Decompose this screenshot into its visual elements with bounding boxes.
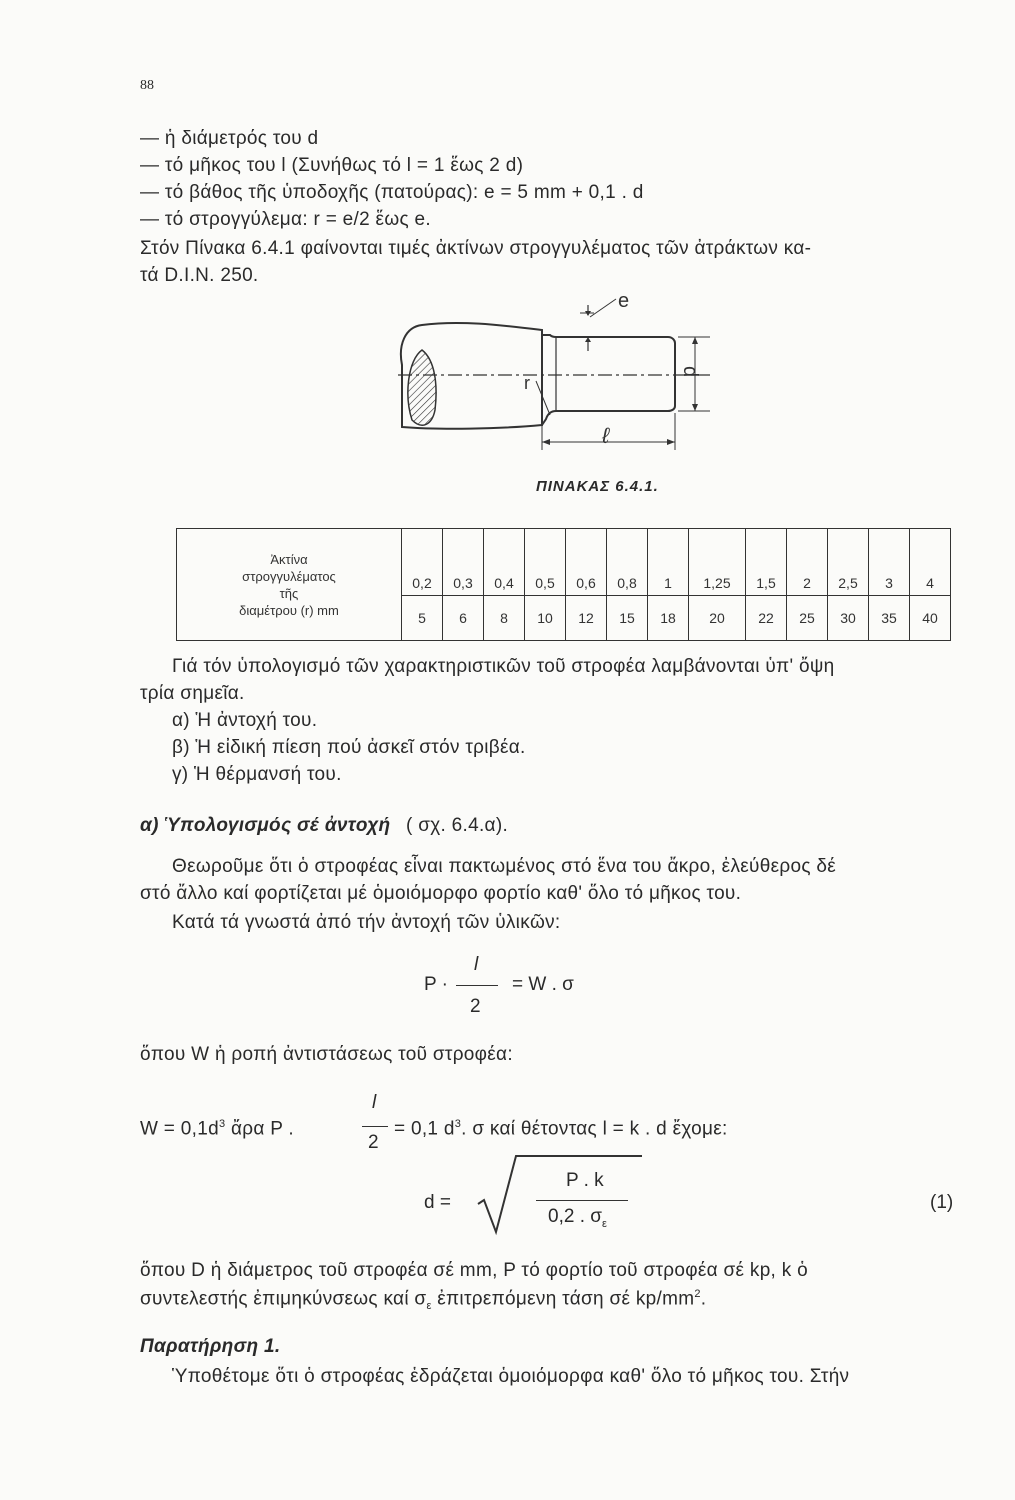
eq3-num: P . k [566,1170,604,1191]
intro-line-4: — τό στρογγύλεμα: r = e/2 ἕως e. [140,209,431,230]
label-d: d [679,366,701,378]
table-cell: 1,5 [746,529,787,596]
eq1-right: = W . σ [512,974,574,995]
eq3-den: 0,2 . $\sigma_\varepsilon$ [548,1206,607,1230]
eq1-den: 2 [470,996,481,1017]
table-cell: 20 [689,596,746,641]
eq1-fraction-bar [456,985,498,986]
para1-line1: Στόν Πίνακα 6.4.1 φαίνονται τιμές ἀκτίνων στρογγυλέματος τῶν ἀτράκτων κα- [140,238,812,259]
eq1-left: P · [424,974,448,995]
para5-line1: ὅπου D ἡ διάμετρος τοῦ στροφέα σέ mm, P τό φορτίο τοῦ στροφέα σέ kp, k ὁ [140,1260,808,1281]
shaft-diagram [380,285,720,460]
table-caption: ΠΙΝΑΚΑΣ 6.4.1. [536,478,659,495]
table-cell: 0,4 [484,529,525,596]
section-heading-row [140,815,508,837]
eq2-fraction-bar [362,1126,388,1127]
table-cell: 1 [648,529,689,596]
table-cell: 8 [484,596,525,641]
table-cell: 10 [525,596,566,641]
table-cell: 4 [910,529,951,596]
para2-line1: Γιά τόν ὑπολογισμό τῶν χαρακτηριστικῶν τοῦ στροφέα λαμβάνονται ὑπ' ὄψη [172,656,835,677]
intro-line-3: — τό βάθος τῆς ὑποδοχῆς (πατούρας): e = 5 mm + 0,1 . d [140,182,644,203]
table-cell: 0,3 [443,529,484,596]
note-text: Ὑποθέτομε ὅτι ὁ στροφέας ἑδράζεται ὁμοιόμορφα καθ' ὅλο τό μῆκος του. Στήν [172,1366,850,1387]
table-cell: 0,8 [607,529,648,596]
para2-line2: τρία σημεῖα. [140,683,245,704]
table-cell: 0,2 [402,529,443,596]
shaft-section-hatch [408,350,436,425]
journal-outline [542,335,675,425]
table-cell: 3 [869,529,910,596]
page-number: 88 [140,78,154,93]
table-cell: 1,25 [689,529,746,596]
table-row [177,529,951,596]
table-cell: 2,5 [828,529,869,596]
section-ref: ( σχ. 6.4.α). [406,815,509,836]
table-cell: 5 [402,596,443,641]
label-r: r [524,373,530,393]
table-cell: 22 [746,596,787,641]
table-cell: 12 [566,596,607,641]
label-l: ℓ [602,423,610,448]
section-heading: α) Ὑπολογισμός σέ ἀντοχή [140,815,391,836]
intro-line-1: — ἡ διάμετρός του d [140,128,319,149]
where-W: ὅπου W ἡ ροπή ἀντιστάσεως τοῦ στροφέα: [140,1044,513,1065]
table-cell: 0,6 [566,529,607,596]
eq3-number: (1) [930,1192,954,1213]
table-cell: 6 [443,596,484,641]
table-cell: 30 [828,596,869,641]
table-cell: 25 [787,596,828,641]
para4: Κατά τά γνωστά ἀπό τήν ἀντοχή τῶν ὑλικῶν: [172,912,561,933]
para3-line2: στό ἄλλο καί φορτίζεται μέ ὁμοιόμορφο φορτίο καθ' ὅλο τό μῆκος του. [140,883,742,904]
intro-line-2: — τό μῆκος του l (Συνήθως τό l = 1 ἕως 2 d) [140,155,524,176]
note-heading: Παρατήρηση 1. [140,1336,281,1357]
table-cell: 2 [787,529,828,596]
table-cell: 0,5 [525,529,566,596]
table-cell: 35 [869,596,910,641]
eq2-num: l [372,1092,377,1113]
table-cell: 15 [607,596,648,641]
eq3-fraction-bar [536,1200,628,1201]
eq2-part1: $W = 0,1d^3$ ἄρα P . [140,1118,295,1140]
point-c: γ) Ἡ θέρμανσή του. [172,764,342,785]
table-cell: 18 [648,596,689,641]
eq2-den: 2 [368,1132,379,1153]
para5-line2: συντελεστής ἐπιμηκύνσεως καί $\sigma_\varepsilon$ ἐπιτρεπόμενη τάση σέ $kp/mm^2$. [140,1288,707,1313]
para3-line1: Θεωροῦμε ὅτι ὁ στροφέας εἶναι πακτωμένος στό ἕνα του ἄκρο, ἐλεύθερος δέ [172,856,836,877]
para1-line2: τά D.I.N. 250. [140,265,259,286]
point-b: β) Ἡ εἰδική πίεση πού ἀσκεῖ στόν τριβέα. [172,737,526,758]
radii-table [176,528,951,641]
table-cell: 40 [910,596,951,641]
eq3-lhs: d = [424,1192,451,1213]
table-header-cell: Ἀκτίνα στρογγυλέματος τῆς διαμέτρου (r) mm [177,529,402,641]
label-e: e [618,290,630,312]
point-a: α) Ἡ ἀντοχή του. [172,710,318,731]
eq1-num: l [474,954,479,975]
eq2-part3: = 0,1 $d^3$. σ καί θέτοντας l = k . d ἔχομε: [394,1118,728,1140]
